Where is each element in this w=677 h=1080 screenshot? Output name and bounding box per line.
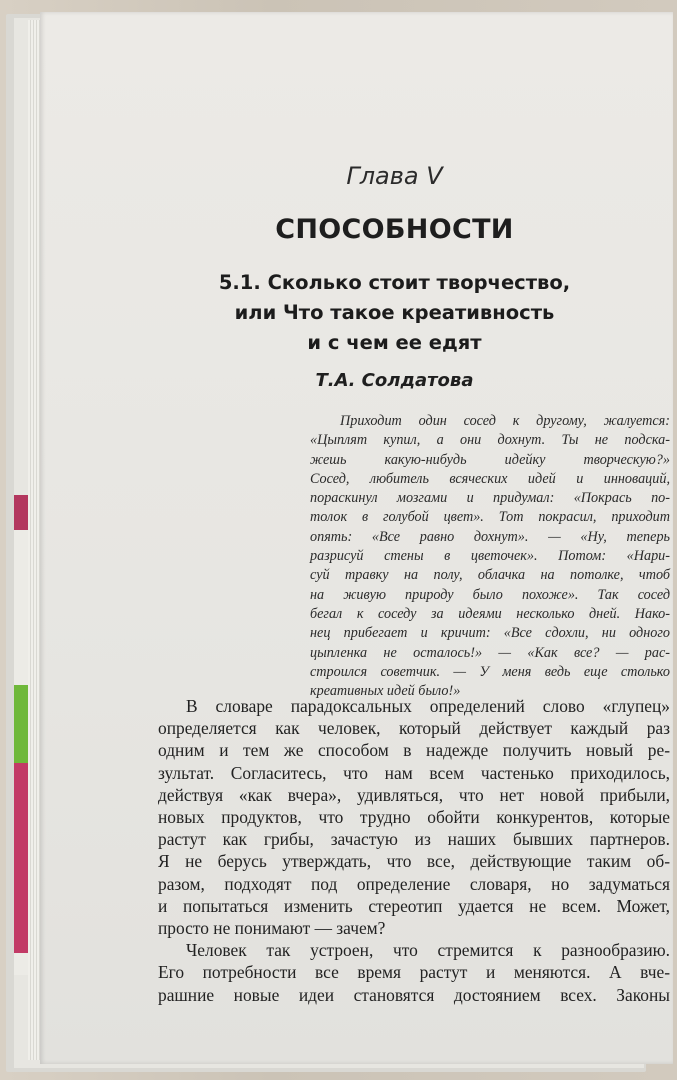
epigraph-line: суй травку на полу, облачка на потолке, чтоб (310, 567, 670, 584)
body-line: действуя «как вчера», удивляться, что нет новой прибыли, (158, 784, 670, 805)
epigraph-line: бегал к соседу за идеями несколько дней. Нако- (310, 605, 670, 622)
index-tab-magenta (14, 763, 28, 953)
epigraph-line: цыпленка не осталось!» — «Как все? — рас- (310, 644, 670, 661)
author-name: Т.А. Солдатова (315, 370, 474, 391)
chapter-label: Глава V (346, 162, 443, 190)
epigraph-line: пораскинул мозгами и придумал: «Покрась по- (310, 490, 670, 507)
epigraph-line: толок в голубой цвет». Тот покрасил, приходит (310, 509, 670, 526)
epigraph-line: Приходит один сосед к другому, жалуется: (340, 413, 670, 429)
body-line: определяется как человек, который действует каждый раз (158, 718, 670, 739)
body-line: растут как грибы, зачастую из наших бывших партнеров. (158, 829, 670, 850)
body-line: и попытаться изменить стереотип удается не всем. Может, (158, 895, 670, 916)
epigraph-line: креативных идей было!» (310, 683, 461, 700)
chapter-title: СПОСОБНОСТИ (275, 214, 514, 245)
epigraph-line: строился советчик. — У меня ведь еще столько (310, 663, 670, 680)
section-title (78, 268, 677, 358)
epigraph-line: Сосед, любитель всяческих идей и инноваций, (310, 470, 670, 487)
epigraph-line: разрисуй стены в цветочек». Потом: «Нари- (310, 548, 670, 565)
index-tab-green (14, 685, 28, 763)
body-line: Я не берусь утверждать, что все, действующие таким об- (158, 851, 670, 872)
body-text (158, 695, 670, 1006)
body-line: зультат. Согласитесь, что нам всем частенько приходилось, (158, 762, 670, 783)
epigraph-line: «Цыплят купил, а они дохнут. Ты не подска- (310, 432, 670, 449)
body-line: новых продуктов, что трудно обойти конкурентов, которые (158, 807, 670, 828)
epigraph-line: на живую природу было похоже». Так сосед (310, 586, 670, 603)
epigraph-line: нец прибегает и кричит: «Все сдохли, ни одного (310, 625, 670, 642)
body-line: В словаре парадоксальных определений слово «глупец» (186, 696, 670, 716)
body-line: Человек так устроен, что стремится к разнообразию. (186, 940, 670, 961)
section-title-line: и с чем ее едят (307, 331, 482, 354)
index-tab-white-bottom (14, 953, 28, 975)
epigraph-line: опять: «Все равно дохнут». — «Ну, теперь (310, 528, 670, 545)
section-title-line: 5.1. Сколько стоит творчество, (218, 271, 571, 294)
epigraph-line: жешь какую-нибудь идейку творческую?» (310, 451, 670, 468)
index-tab-magenta-top (14, 495, 28, 530)
body-line: просто не понимают — зачем? (158, 918, 386, 939)
section-title-line: или Что такое креативность (234, 301, 555, 324)
body-line: Его потребности все время растут и меняются. А вче- (158, 962, 670, 983)
body-line: рашние новые идеи становятся достоянием всех. Законы (158, 984, 670, 1005)
index-tab-white (14, 530, 28, 685)
book-page (40, 12, 673, 1064)
body-line: одним и тем же способом в надежде получить новый ре- (158, 740, 670, 761)
body-line: разом, подходят под определение словаря, но задуматься (158, 873, 670, 894)
epigraph (310, 412, 670, 701)
